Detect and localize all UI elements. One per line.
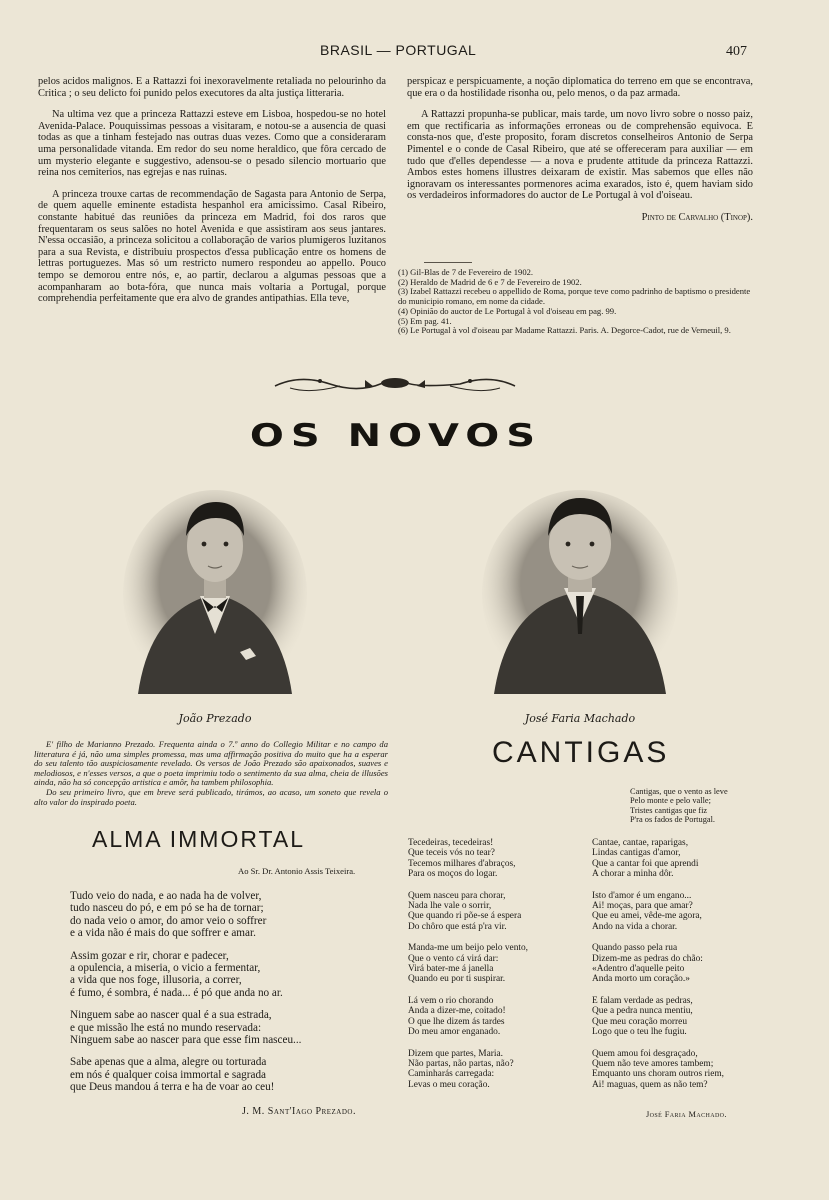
poem-line: Tecedeiras, tecedeiras!: [408, 838, 494, 848]
poem-line: Isto d'amor é um engano...: [592, 890, 692, 901]
footnote-rule: [424, 262, 472, 263]
poem-line: Levas o meu coração.: [408, 1079, 490, 1090]
bio-paragraph: E' filho de Marianno Prezado. Frequenta ainda o 7.º anno do Collegio Militar e no campo da litteratura é já, não uma simples promessa, mas uma affirmação positiva do muito que ha a esperar do seu talento tão auspiciosamente revelado. Os versos de João Prezado são apaixonados, suaves e melodiosos, e n'esses versos, a que o poeta imprimiu todo o sentimento da sua alma, cheia de illusões ainda, não ha só concepção artistica e amôr, ha tambem philosophia.: [34, 739, 388, 788]
poem-line: Lindas cantigas d'amor,: [592, 848, 681, 859]
poem-line: Que a pedra nunca mentiu,: [592, 1006, 693, 1017]
poem-dedication: Ao Sr. Dr. Antonio Assis Teixeira.: [238, 866, 356, 876]
poem-stanza: [592, 943, 772, 985]
footnote: (6) Le Portugal à vol d'oiseau par Madame Rattazzi. Paris. A. Degorce-Cadot, rue de Verneuil, 9.: [398, 325, 731, 336]
poem-line: Dizem-me as pedras do chão:: [592, 953, 703, 964]
poem-line: e a vida não é mais do que soffrer e amar.: [70, 927, 256, 940]
portrait-photo-joao-prezado-icon: [120, 484, 310, 694]
poem-line: O que lhe dizem ás tardes: [408, 1016, 505, 1027]
footnote: (3) Izabel Rattazzi recebeu o appellido de Roma, porque teve como padrinho de baptismo o presidente do municipio romano, em nome da cidade.: [398, 286, 751, 307]
poem-stanza: [408, 891, 588, 933]
poem-line: Quem nasceu para chorar,: [408, 890, 506, 901]
poem-stanza: [408, 1049, 588, 1091]
portrait-photo-jose-faria-machado-icon: [480, 484, 680, 694]
poem-line: a vida que nos foge, illusoria, a correr,: [70, 974, 242, 987]
poem-line: Virá bater-me á janella: [408, 964, 494, 975]
footnote: (2) Heraldo de Madrid de 6 e 7 de Fevereiro de 1902.: [398, 276, 582, 287]
poem-line: Logo que o teu lhe fugiu.: [592, 1027, 687, 1038]
poem-author: J. M. Sant'Iago Prezado.: [242, 1106, 356, 1117]
poem-line: é fumo, é sombra, é nada... é pó que anda no ar.: [70, 986, 283, 999]
poem-line: Assim gozar e rir, chorar e padecer,: [70, 949, 229, 962]
poem-line: Anda morto um coração.»: [592, 974, 690, 985]
poem-stanza: [592, 1049, 772, 1091]
poem-line: do nada veio o amor, do amor veio o soffrer: [70, 914, 267, 927]
poem-line: Caminharás carregada:: [408, 1069, 495, 1080]
article-paragraph: A Rattazzi propunha-se publicar, mais tarde, um novo livro sobre o nosso paiz, em que rectificaria as informações erroneas ou de comprehensão equivoca. E consta-nos que, d'este proposito, foram discretos conselheiros Antonio de Serpa Pimentel e o conde de Casal Ribeiro, que até se offereceram para auxiliar — em tudo que d'elles dependesse — a nova e prudente attitude da princeza Rattazzi. Ambos estes homens illustres deixaram de existir. Mas sabemos que elles não ignoravam os interessantes pormenores acima exarados, isto é, quem haviam sido os verdadeiros informadores do auctor de Le Portugal à vol d'oiseau.: [407, 109, 753, 202]
article-signature: Pinto de Carvalho (Tinop).: [641, 211, 753, 223]
footnotes: [398, 268, 753, 336]
poem-line: Que a cantar foi que aprendi: [592, 858, 699, 869]
poem-line: Que eu amei, vêde-me agora,: [592, 911, 702, 922]
footnote: (5) Em pag. 41.: [398, 315, 452, 326]
poem-line: Tecemos milhares d'abraços,: [408, 858, 516, 869]
poem-line: em nós é qualquer coisa immortal e sagrada: [70, 1068, 267, 1081]
section-title: OS NOVOS: [249, 418, 543, 454]
poem-line: tudo nasceu do pó, e em pó se ha de tornar;: [70, 902, 264, 915]
poem-line: Que teceis vós no tear?: [408, 848, 495, 859]
epigraph-line: Cantigas, que o vento as leve: [630, 787, 728, 796]
portrait-caption: João Prezado: [178, 712, 252, 725]
footnote: (1) Gil-Blas de 7 de Fevereiro de 1902.: [398, 267, 534, 277]
poem-stanza: [70, 1009, 390, 1046]
poem-line: Tudo veio do nada, e ao nada ha de volver,: [70, 890, 262, 902]
page-header: [0, 42, 829, 62]
poem-stanza: [70, 890, 390, 940]
poem-line: «Adentro d'aquelle peito: [592, 964, 685, 975]
poem-line: Anda a dizer-me, coitado!: [408, 1006, 506, 1017]
poem-line: Que quando ri põe-se á espera: [408, 911, 522, 922]
poem-line: a opulencia, a miseria, o vicio a fermentar,: [70, 962, 261, 975]
poem-stanza: [592, 996, 772, 1038]
article-paragraph: perspicaz e perspicuamente, a noção diplomatica do terreno em que se encontrava, que era o da hostilidade risonha ou, pelo menos, o da paz armada.: [407, 76, 753, 99]
poem-stanza: [408, 943, 588, 985]
poem-line: Ai! moças, para que amar?: [592, 901, 693, 912]
poem-line: Manda-me um beijo pelo vento,: [408, 943, 529, 954]
article-paragraph: Na ultima vez que a princeza Rattazzi esteve em Lisboa, hospedou-se no hotel Avenida-Palace. Pouquissimas pessoas a visitaram, e notou-se a ausencia de quasi todas as que a tinham festejado nas outras duas vezes. Como que a consideraram uma personalidade vitanda. Em redor do seu nome heraldico, que fôra cercado de um mysterio elegante e suggestivo, adensou-se o pesado silencio mortuario que reina nos cemiterios, nas egrejas e nas ruinas.: [38, 109, 386, 179]
article-paragraph: A princeza trouxe cartas de recommendação de Sagasta para Antonio de Serpa, de quem aquelle eminente estadista hespanhol era amicissimo. Casal Ribeiro, constante habitué das reuniões da princeza em Madrid, foi dos raros que frequentaram os seus salões no hotel Avenida e que assistiram aos seus jantares. N'essa occasião, a princeza solicitou a collaboração de varios plumigeros luzitanos para a sua Revista, e distribuiu prospectos d'essa publicação entre os homens de lettras portuguezes. Mas só um restricto numero respondeu ao appello. Pouco tempo se demorou entre nós, e, ao partir, declarou a algumas pessoas que a acompanharam ao bota-fóra, que nunca mais voltaria a Portugal, porque comprehendia perfeitamente que era alvo de grandes antipathias. Ella teve,: [38, 188, 386, 305]
article-paragraph: pelos acidos malignos. E a Rattazzi foi inexoravelmente retaliada no pelourinho da Critica ; o seu delicto foi punido pelos executores da alta justiça litteraria.: [38, 76, 386, 99]
bio-paragraph: Do seu primeiro livro, que em breve será publicado, tirámos, ao acaso, um soneto que revela o alto valor do inspirado poeta.: [34, 786, 388, 807]
running-title: BRASIL — PORTUGAL: [320, 42, 477, 58]
cantigas-left-column: [408, 838, 588, 1101]
poem-line: Para os moços do logar.: [408, 869, 498, 880]
poem-line: Não partas, não partas, não?: [408, 1058, 514, 1069]
poem-line: Lá vem o rio chorando: [408, 995, 494, 1006]
page-number: 407: [726, 44, 747, 59]
portrait-caption: José Faria Machado: [524, 712, 636, 725]
bio-paragraphs: [34, 740, 388, 807]
poem-line: Quem não teve amores tambem;: [592, 1058, 714, 1069]
poem-line: A chorar a minha dôr.: [592, 869, 674, 880]
poem-line: Ando na vida a chorar.: [592, 921, 678, 932]
decorative-ornament-icon: [270, 372, 520, 394]
poem-line: Dizem que partes, Maria.: [408, 1048, 504, 1059]
poem-line: Que meu coração morreu: [592, 1016, 688, 1027]
epigraph-line: P'ra os fados de Portugal.: [630, 814, 716, 824]
poem-title: ALMA IMMORTAL: [92, 826, 306, 852]
poem-stanza: [408, 838, 588, 880]
poem-line: Quem amou foi desgraçado,: [592, 1048, 698, 1059]
poem-line: e que missão lhe está no mundo reservada:: [70, 1021, 262, 1034]
poem-line: Do meu amor enganado.: [408, 1027, 501, 1038]
poem-line: Cantae, cantae, raparigas,: [592, 838, 689, 848]
poem-stanza: [408, 996, 588, 1038]
epigraph-line: Tristes cantigas que fiz: [630, 805, 708, 815]
poem-stanza: [70, 950, 390, 1000]
article-left-column: [38, 76, 386, 315]
poem-line: Ninguem sabe ao nascer qual é a sua estrada,: [70, 1009, 272, 1022]
poem-epigraph: [630, 787, 750, 824]
cantigas-right-column: [592, 838, 772, 1101]
poem-author: José Faria Machado.: [646, 1110, 727, 1119]
poem-body: [70, 890, 390, 1104]
poem-line: Ai! maguas, quem as não tem?: [592, 1079, 708, 1090]
poem-line: Do chôro que está p'ra vir.: [408, 921, 507, 932]
poem-line: Nada lhe vale o sorrir,: [408, 901, 492, 912]
poem-line: Sabe apenas que a alma, alegre ou torturada: [70, 1056, 267, 1069]
poem-stanza: [592, 838, 772, 880]
poem-title: CANTIGAS: [492, 736, 670, 769]
poem-line: Ninguem sabe ao nascer para que esse fim nasceu...: [70, 1034, 302, 1047]
poem-line: Quando eu por ti suspirar.: [408, 974, 506, 985]
poem-line: E falam verdade as pedras,: [592, 995, 693, 1006]
article-right-column: [407, 76, 753, 224]
poem-stanza: [592, 891, 772, 933]
poem-stanza: [70, 1056, 390, 1093]
poem-line: Emquanto uns choram outros riem,: [592, 1069, 725, 1080]
footnote: (4) Opinião do auctor de Le Portugal à vol d'oiseau em pag. 99.: [398, 305, 617, 316]
poem-line: Quando passo pela rua: [592, 943, 678, 954]
poem-line: Que o vento cá virá dar:: [408, 953, 499, 964]
epigraph-line: Pelo monte e pelo valle;: [630, 796, 711, 806]
poem-line: que Deus mandou á terra e ha de voar ao ceu!: [70, 1081, 275, 1094]
